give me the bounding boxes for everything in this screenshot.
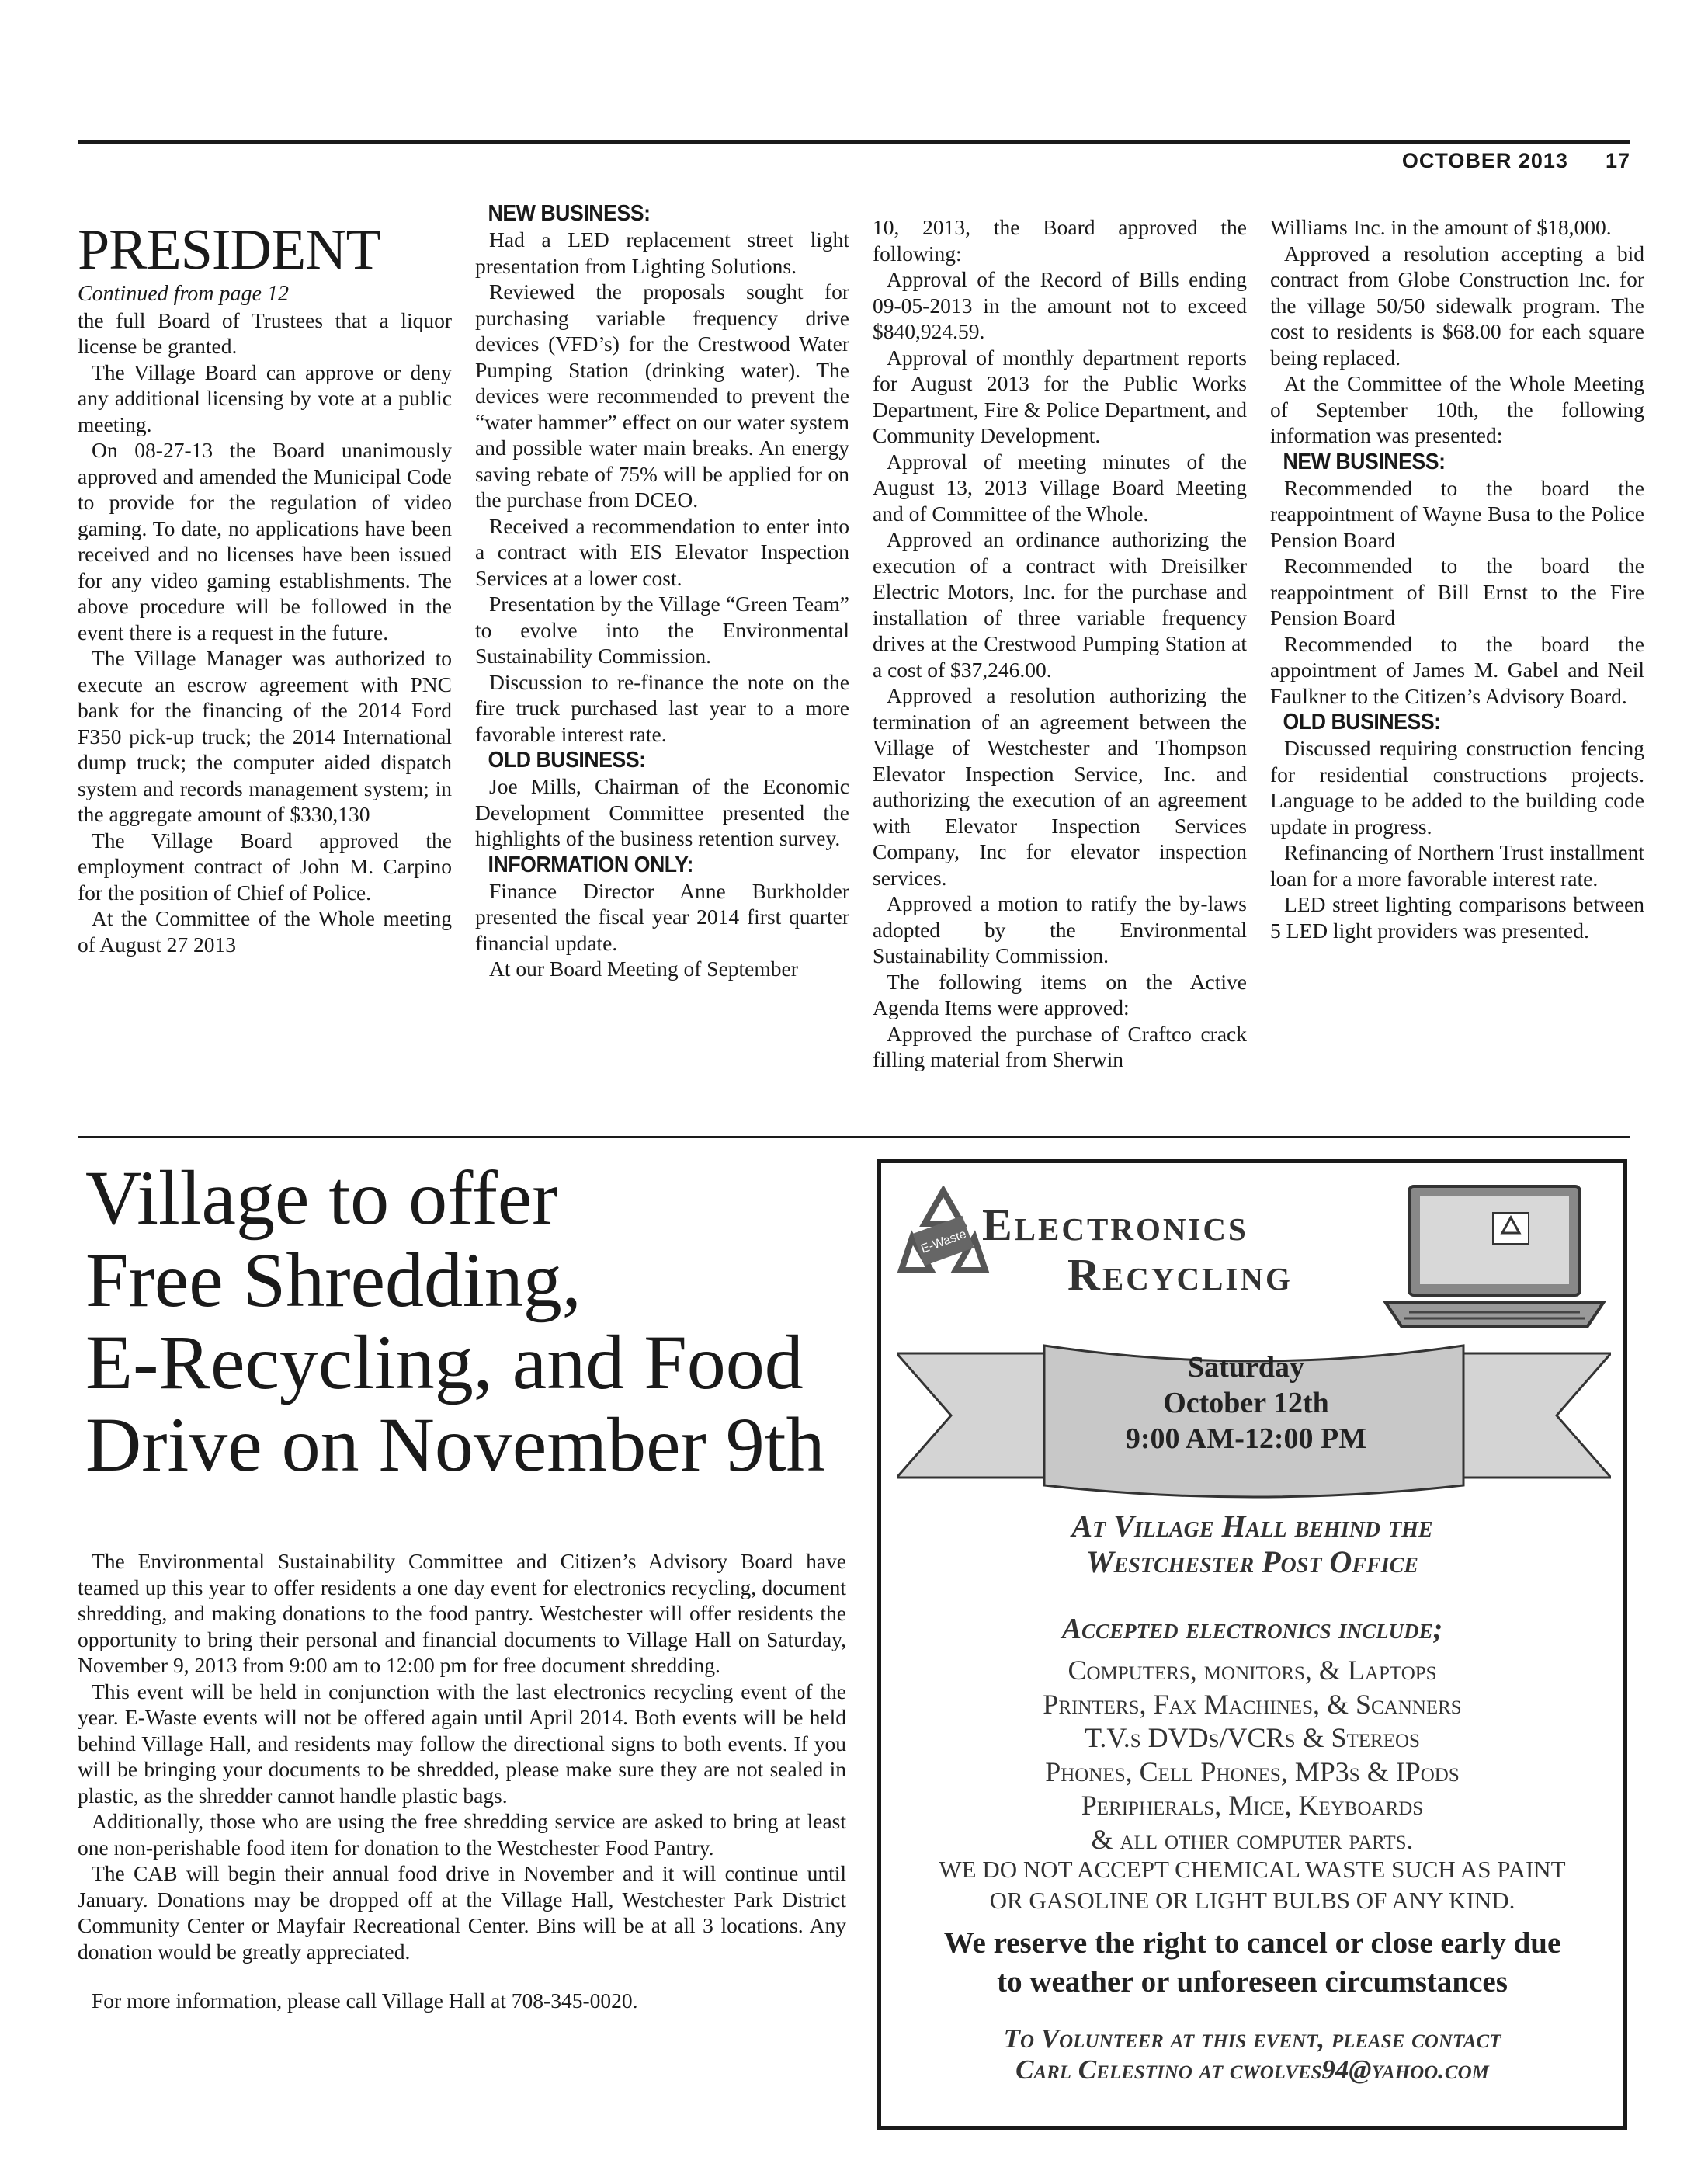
recycle-icon: [897, 1186, 990, 1280]
paragraph: Approved a resolution accepting a bid contract from Globe Construction Inc. for the village 50/50 sidewalk program. The cost to residents is $68.00 for each square being replaced.: [1270, 241, 1644, 370]
section-heading: OLD BUSINESS:: [488, 748, 646, 773]
paragraph: Received a recommendation to enter into a contract with EIS Elevator Inspection Services at a lower cost.: [475, 513, 849, 590]
accepted-items: [881, 1654, 1623, 1856]
accepted-heading: Accepted electronics include;: [1061, 1613, 1443, 1645]
column-3: [873, 214, 1247, 1073]
paragraph: LED street lighting comparisons between 5 LED light providers was presented.: [1270, 892, 1644, 943]
notice-line: We reserve the right to cancel or close early due: [943, 1926, 1561, 1960]
contact-line: For more information, please call Village Hall at 708-345-0020.: [92, 1988, 638, 2013]
paragraph: The following items on the Active Agenda Items were approved:: [873, 969, 1247, 1019]
ad-title-line1: Electronics: [982, 1200, 1248, 1250]
top-rule: [78, 140, 1630, 144]
notice-line: to weather or unforeseen circumstances: [997, 1965, 1508, 1999]
paragraph: The CAB will begin their annual food drive in November and it will continue until January. Donations may be dropped off at the Village Hall, Westchester Park District Community Center or Mayfair Recreational Center. Bins will be at all 3 locations. Any donation would be greatly appreciated.: [78, 1861, 846, 1964]
paragraph: Recommended to the board the appointment of James M. Gabel and Neil Faulkner to the Citizen’s Advisory Board.: [1270, 631, 1644, 708]
folio: [1402, 149, 1630, 173]
headline-line: E-Recycling, and Food: [85, 1319, 804, 1405]
event-location: [881, 1509, 1623, 1580]
paragraph: Refinancing of Northern Trust installment loan for a more favorable interest rate.: [1270, 840, 1644, 891]
accepted-item: & all other computer parts.: [1091, 1823, 1414, 1855]
section-kicker: PRESIDENT: [78, 218, 380, 282]
paragraph: Approved the purchase of Craftco crack filling material from Sherwin: [873, 1021, 1247, 1071]
headline-line: Village to offer: [85, 1155, 558, 1241]
event-date: October 12th: [1163, 1387, 1329, 1419]
location-line: Westchester Post Office: [1086, 1544, 1418, 1579]
section-heading: OLD BUSINESS:: [1283, 710, 1441, 735]
paragraph: Presentation by the Village “Green Team” to evolve into the Environmental Sustainability Commission.: [475, 592, 849, 668]
accepted-item: Peripherals, Mice, Keyboards: [1081, 1790, 1424, 1821]
headline-line: Drive on November 9th: [85, 1401, 825, 1488]
accepted-item: Computers, monitors, & Laptops: [1068, 1655, 1437, 1686]
section-heading: INFORMATION ONLY:: [488, 852, 693, 877]
paragraph: Additionally, those who are using the free shredding service are asked to bring at least one non-perishable food item for donation to the Westchester Food Pantry.: [78, 1809, 846, 1860]
paragraph: On 08-27-13 the Board unanimously approved and amended the Municipal Code to provide for the regulation of video gaming. To date, no applications have been received and no licenses have been issued for any video gaming establishments. The above procedure will be followed in the event there is a request in the future.: [78, 438, 452, 644]
paragraph: the full Board of Trustees that a liquor license be granted.: [78, 307, 452, 358]
paragraph: Joe Mills, Chairman of the Economic Development Committee presented the highlights of the business retention survey.: [475, 774, 849, 850]
column-4: [1270, 214, 1644, 943]
accepted-item: T.V.s DVDs/VCRs & Stereos: [1085, 1722, 1420, 1753]
paragraph: Reviewed the proposals sought for purchasing variable frequency drive devices (VFD’s) for the Crestwood Water Pumping Station (drinking water). The devices were recommended to prevent the “water hammer” effect on our water system and possible water main breaks. An energy saving rebate of 75% will be applied for on the purchase from DCEO.: [475, 280, 849, 512]
story-body: [78, 1548, 846, 2014]
notice-line: OR GASOLINE OR LIGHT BULBS OF ANY KIND.: [989, 1887, 1515, 1914]
continued-note: Continued from page 12: [78, 282, 289, 306]
paragraph: Approval of monthly department reports for August 2013 for the Public Works Department, Fire & Police Department, and Community Development.: [873, 345, 1247, 447]
volunteer-contact: [881, 2023, 1623, 2085]
headline-line: Free Shredding,: [85, 1237, 581, 1323]
paragraph: Had a LED replacement street light presentation from Lighting Solutions.: [475, 227, 849, 278]
paragraph: Recommended to the board the reappointment of Bill Ernst to the Fire Pension Board: [1270, 554, 1644, 630]
paragraph: Discussed requiring construction fencing for residential constructions projects. Language to be added to the building code update in progress.: [1270, 736, 1644, 839]
paragraph: At our Board Meeting of September: [489, 957, 798, 981]
notice-line: WE DO NOT ACCEPT CHEMICAL WASTE SUCH AS PAINT: [939, 1856, 1566, 1883]
paragraph: 10, 2013, the Board approved the following:: [873, 215, 1247, 266]
paragraph: Approval of the Record of Bills ending 09-05-2013 in the amount not to exceed $840,924.59.: [873, 267, 1247, 343]
paragraph: Discussion to re-finance the note on the fire truck purchased last year to a more favorable interest rate.: [475, 669, 849, 746]
accepted-item: Phones, Cell Phones, MP3s & IPods: [1045, 1756, 1460, 1787]
paragraph: At the Committee of the Whole meeting of August 27 2013: [78, 906, 452, 957]
paragraph: This event will be held in conjunction with the last electronics recycling event of the year. E-Waste events will not be offered again until April 2014. Both events will be held behind Village Hall, and residents may follow the directional signs to both events. If you will be bringing your documents to be shredded, please make sure they are not sealed in plastic, as the shredder cannot handle plastic bags.: [78, 1679, 846, 1808]
column-1: [78, 219, 452, 957]
paragraph: The Village Board can approve or deny any additional licensing by vote at a public meeting.: [78, 359, 452, 436]
paragraph: At the Committee of the Whole Meeting of September 10th, the following information was presented:: [1270, 371, 1644, 447]
page-number: 17: [1605, 149, 1630, 172]
banner-text: [1052, 1349, 1440, 1457]
reserve-notice: [881, 1924, 1623, 2002]
recycling-ad: [877, 1159, 1627, 2130]
exclusions-notice: [881, 1854, 1623, 1916]
ad-title-line2: Recycling: [1068, 1249, 1293, 1300]
paragraph: The Village Manager was authorized to execute an escrow agreement with PNC bank for the financing of the 2014 Ford F350 pick-up truck; the 2014 International dump truck; the computer aided dispatch system and records management system; in the aggregate amount of $330,130: [78, 646, 452, 826]
paragraph: Approved a resolution authorizing the termination of an agreement between the Village of Westchester and Thompson Elevator Inspection Service, Inc. and authorizing the execution of an agreement with Elevator Inspection Services Company, Inc for elevator inspection services.: [873, 683, 1247, 890]
badge-label: E-Waste: [919, 1228, 968, 1256]
event-day: Saturday: [1188, 1351, 1304, 1384]
story-headline: [85, 1157, 862, 1486]
column-2: [475, 200, 849, 982]
section-heading: NEW BUSINESS:: [1283, 449, 1446, 474]
contact-line: To Volunteer at this event, please contact: [1003, 2023, 1501, 2054]
paragraph: The Village Board approved the employment contract of John M. Carpino for the position of Chief of Police.: [78, 828, 452, 905]
paragraph: Approved a motion to ratify the by-laws adopted by the Environmental Sustainability Commission.: [873, 891, 1247, 967]
section-heading: NEW BUSINESS:: [488, 201, 651, 226]
laptop-icon: [1378, 1179, 1611, 1334]
event-time: 9:00 AM-12:00 PM: [1125, 1422, 1367, 1455]
accepted-item: Printers, Fax Machines, & Scanners: [1043, 1688, 1462, 1720]
ad-title: [982, 1200, 1293, 1300]
paragraph: Approval of meeting minutes of the August 13, 2013 Village Board Meeting and of Committee of the Whole.: [873, 449, 1247, 526]
contact-line: Carl Celestino at cwolves94@yahoo.com: [1015, 2054, 1489, 2085]
paragraph: Recommended to the board the reappointment of Wayne Busa to the Police Pension Board: [1270, 475, 1644, 552]
paragraph: Finance Director Anne Burkholder presented the fiscal year 2014 first quarter financial update.: [475, 878, 849, 955]
issue-date: OCTOBER 2013: [1401, 149, 1568, 172]
paragraph: Williams Inc. in the amount of $18,000.: [1270, 215, 1612, 239]
location-line: At Village Hall behind the: [1071, 1509, 1433, 1544]
paragraph: The Environmental Sustainability Committee and Citizen’s Advisory Board have teamed up this year to offer residents a one day event for electronics recycling, document shredding, and making donations to the food pantry. Westchester will offer residents the opportunity to bring their personal and financial documents to Village Hall on Saturday, November 9, 2013 from 9:00 am to 12:00 pm for free document shredding.: [78, 1549, 846, 1677]
section-divider: [78, 1136, 1630, 1138]
paragraph: Approved an ordinance authorizing the execution of a contract with Dreisilker Electric Motors, Inc. for the purchase and installation of three variable frequency drives at the Crestwood Pumping Station at a cost of $37,246.00.: [873, 527, 1247, 682]
